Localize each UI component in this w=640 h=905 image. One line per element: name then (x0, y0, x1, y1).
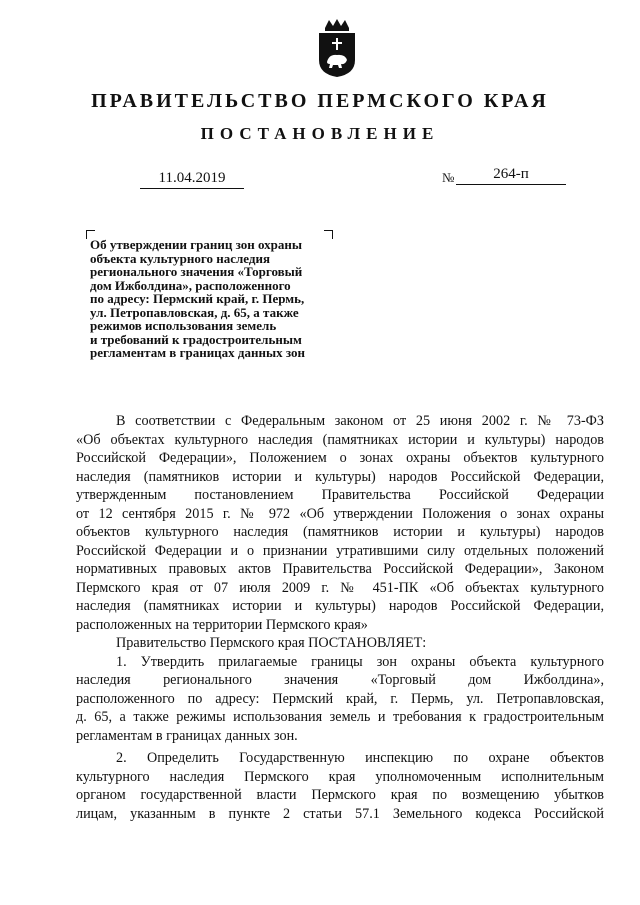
document-body (76, 412, 604, 823)
item-2-line: 2. Определить Государственную инспекцию по охране объектов (116, 750, 604, 766)
subject-line: и требований к градостроительным (90, 331, 302, 347)
coat-of-arms-icon (315, 18, 359, 78)
preamble-paragraph (76, 412, 604, 634)
subject-line: регламентам в границах данных зон (90, 345, 306, 360)
preamble-line: от 12 сентября 2015 г. № 972 «Об утверждении Положения о зонах охраны (76, 505, 604, 522)
document-subject (90, 238, 340, 360)
preamble-line: Российской Федерации», Положением о зонах охраны объектов культурного (76, 450, 604, 466)
preamble-line: наследия (памятников истории и культуры) народов Российской Федерации, (76, 468, 604, 485)
subject-line: дом Ижболдина», расположенного (90, 277, 291, 293)
item-1-line: регламентам в границах данных зон. (76, 727, 298, 744)
document-type: ПОСТАНОВЛЕНИЕ (200, 124, 440, 143)
preamble-line: наследия (памятниках истории и культуры) народов Российской Федерации, (76, 598, 604, 614)
preamble-line: расположенных на территории Пермского края» (76, 616, 368, 633)
item-1-line: 1. Утвердить прилагаемые границы зон охраны объекта культурного (116, 653, 604, 670)
item-2-line: культурного наследия Пермского края уполномоченным исполнительным (76, 768, 604, 785)
resolves-paragraph (76, 634, 604, 653)
item-2-paragraph (76, 749, 604, 823)
subject-line: Об утверждении границ зон охраны (90, 237, 303, 252)
document-number: 264-п (456, 166, 566, 185)
preamble-line: «Об объектах культурного наследия (памятниках истории и культуры) народов (76, 431, 604, 448)
preamble-line: Российской Федерации и о признании утратившими силу отдельных положений (76, 542, 604, 559)
subject-line: регионального значения «Торговый (90, 264, 303, 279)
preamble-line: нормативных правовых актов Правительства Российской Федерации», Законом (76, 561, 604, 577)
item-1-line: расположенного по адресу: Пермский край, г. Пермь, ул. Петропавловская, (76, 690, 604, 707)
item-1-line: наследия регионального значения «Торговый дом Ижболдина», (76, 672, 604, 688)
item-2-line: органом государственной власти Пермского края по возмещению убытков (76, 787, 604, 803)
subject-line: по адресу: Пермский край, г. Пермь, (90, 291, 305, 306)
preamble-line: утвержденным постановлением Правительства Российской Федерации (76, 487, 604, 503)
document-date: 11.04.2019 (140, 170, 244, 189)
preamble-line: объектов культурного наследия (памятников истории и культуры) народов (76, 524, 604, 540)
subject-line: режимов использования земель (90, 318, 277, 333)
preamble-line: Пермского края от 07 июля 2009 г. № 451-ПК «Об объектах культурного (76, 579, 604, 596)
resolves-line: Правительство Пермского края ПОСТАНОВЛЯЕТ: (116, 635, 427, 651)
government-title: ПРАВИТЕЛЬСТВО ПЕРМСКОГО КРАЯ (91, 90, 549, 112)
number-sign: № (442, 170, 455, 185)
subject-line: ул. Петропавловская, д. 65, а также (90, 304, 299, 320)
item-1-paragraph (76, 653, 604, 746)
item-1-line: д. 65, а также режимы использования земель и требования к градостроительным (76, 709, 604, 725)
preamble-line: В соответствии с Федеральным законом от 25 июня 2002 г. № 73-ФЗ (116, 413, 604, 429)
subject-line: объекта культурного наследия (90, 250, 270, 266)
item-2-line: лицам, указанным в пункте 2 статьи 57.1 Земельного кодекса Российской (76, 805, 604, 822)
